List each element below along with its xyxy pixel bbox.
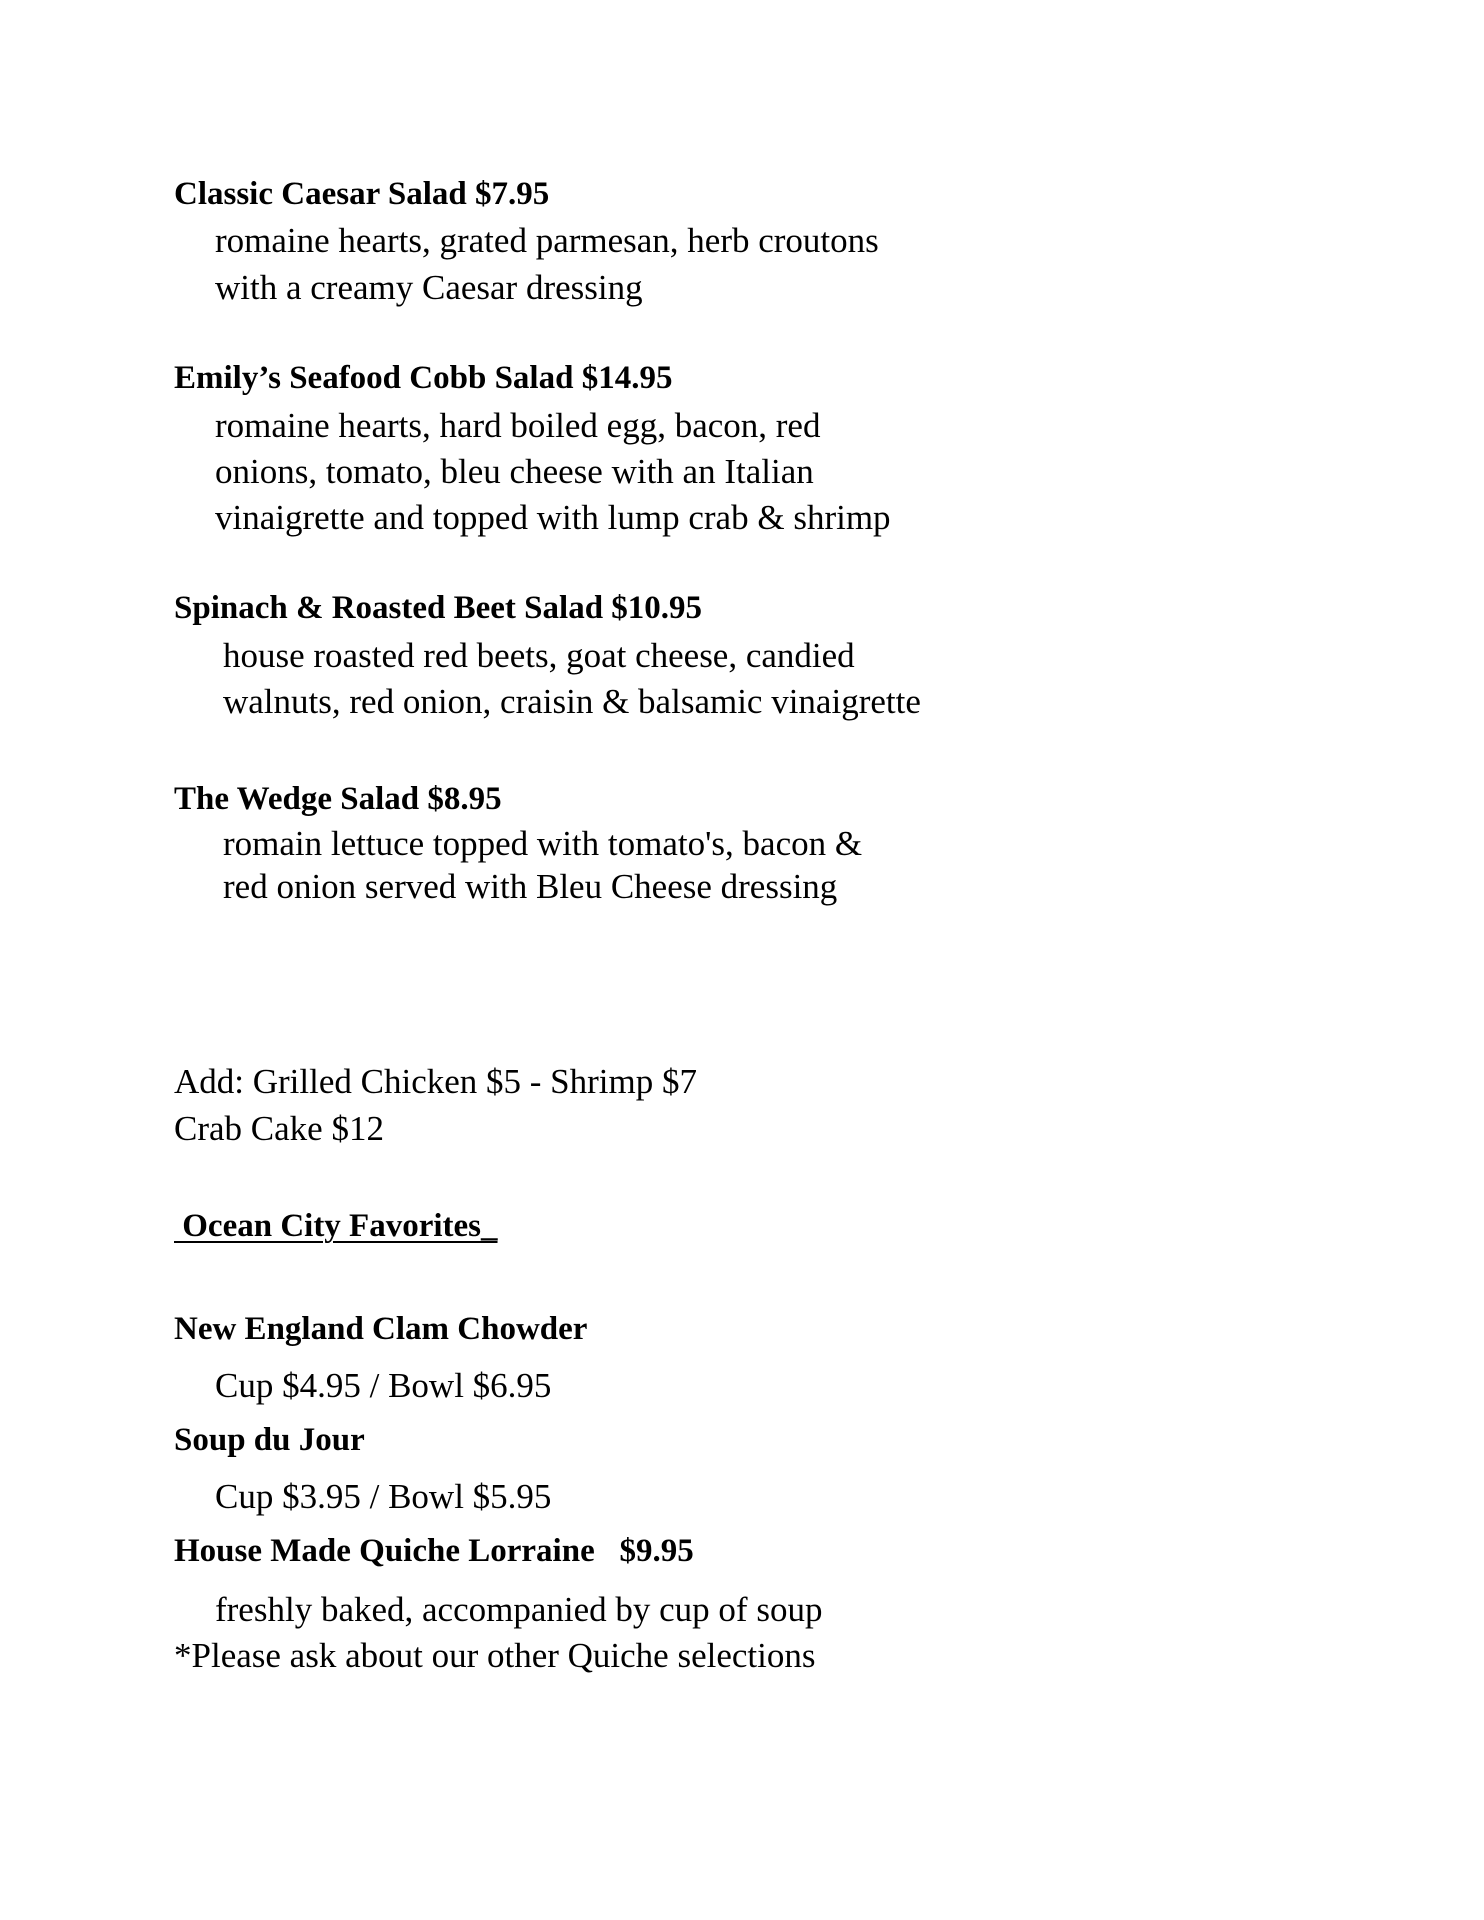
menu-item-description: onions, tomato, bleu cheese with an Italian: [215, 452, 814, 491]
menu-item-description: with a creamy Caesar dressing: [215, 268, 643, 307]
menu-item-description: red onion served with Bleu Cheese dressing: [223, 867, 838, 906]
menu-item-description: romaine hearts, hard boiled egg, bacon, red: [215, 406, 821, 445]
menu-item-title: The Wedge Salad $8.95: [174, 781, 502, 817]
menu-item-description: freshly baked, accompanied by cup of soup: [215, 1590, 823, 1629]
addons-line: Add: Grilled Chicken $5 - Shrimp $7: [174, 1062, 698, 1101]
addons-line: Crab Cake $12: [174, 1109, 384, 1148]
menu-item-description: house roasted red beets, goat cheese, candied: [223, 636, 855, 675]
menu-item-title: Spinach & Roasted Beet Salad $10.95: [174, 590, 703, 626]
menu-item-description: vinaigrette and topped with lump crab & shrimp: [215, 498, 891, 537]
menu-item-title: House Made Quiche Lorraine $9.95: [174, 1533, 694, 1569]
menu-item-title: Classic Caesar Salad $7.95: [174, 176, 550, 212]
menu-item-description: walnuts, red onion, craisin & balsamic vinaigrette: [223, 682, 921, 721]
section-heading: Ocean City Favorites_: [174, 1208, 498, 1244]
menu-item-title: Soup du Jour: [174, 1422, 365, 1458]
footnote: *Please ask about our other Quiche selections: [174, 1636, 816, 1675]
menu-item-price-line: Cup $4.95 / Bowl $6.95: [215, 1366, 552, 1405]
menu-item-description: romaine hearts, grated parmesan, herb croutons: [215, 221, 879, 260]
menu-item-description: romain lettuce topped with tomato's, bacon &: [223, 824, 863, 863]
menu-item-price-line: Cup $3.95 / Bowl $5.95: [215, 1477, 552, 1516]
menu-item-title: New England Clam Chowder: [174, 1311, 588, 1347]
menu-item-title: Emily’s Seafood Cobb Salad $14.95: [174, 360, 673, 396]
